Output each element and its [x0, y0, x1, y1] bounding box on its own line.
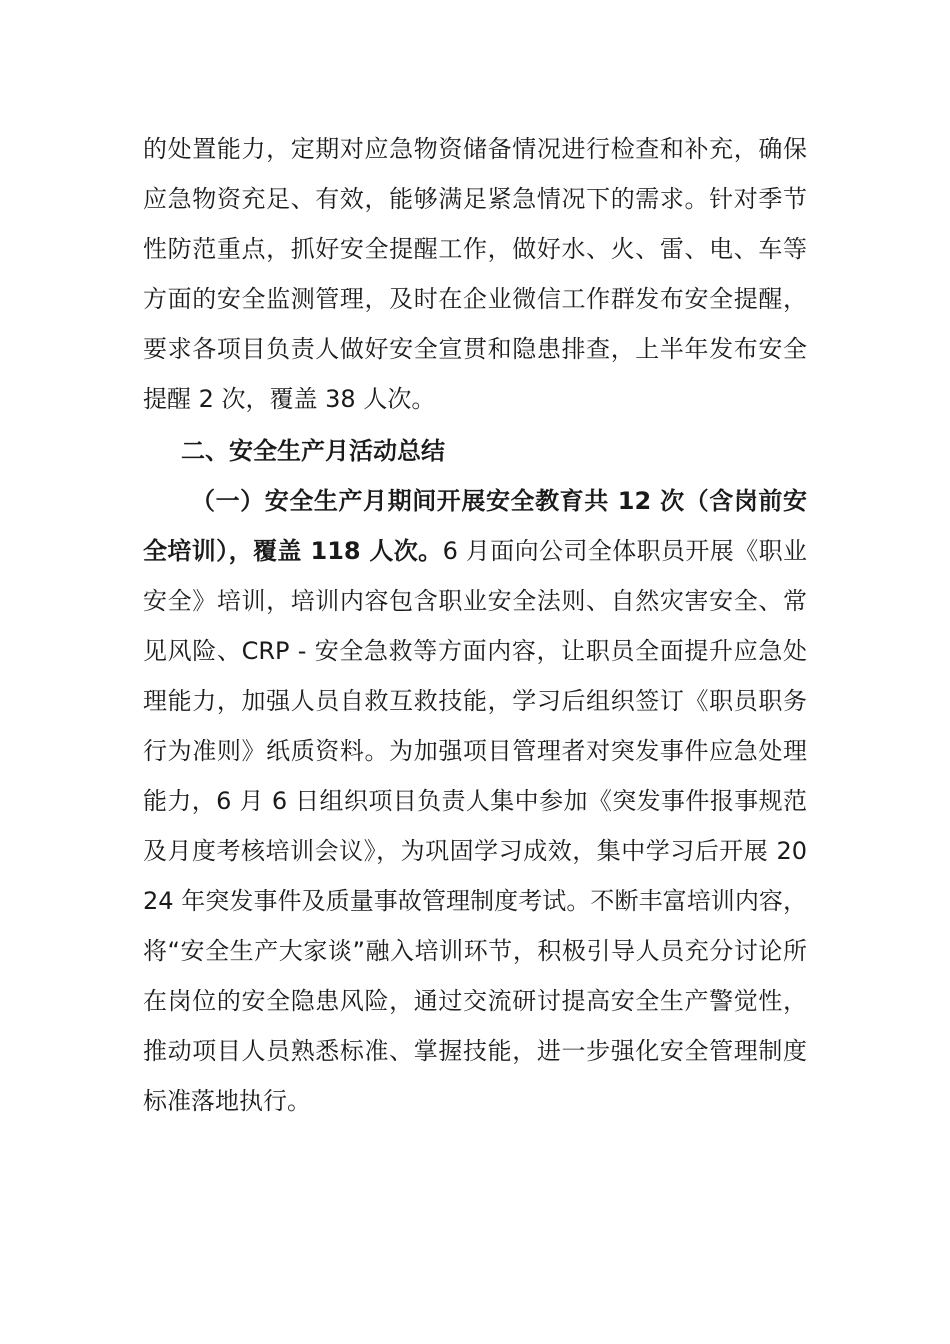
- subsection-bold-lead: （一）安全生产月期间开展安全教育共 12 次（含岗前安全培训），覆盖 118 人次。: [143, 487, 807, 565]
- section-heading: 二、安全生产月活动总结: [181, 437, 445, 465]
- document-body: [143, 124, 807, 1126]
- subsection-body-text: 6 月面向公司全体职员开展《职业安全》培训，培训内容包含职业安全法则、自然灾害安全、常见风险、CRP - 安全急救等方面内容，让职员全面提升应急处理能力，加强人员自救互救技能，学习后组织签订《职员职务行为准则》纸质资料。为加强项目管理者对突发事件应急处理能力，6 月 6 日组织项目负责人集中参加《突发事件报事规范及月度考核培训会议》，为巩固学习成效，集中学习后开展 2024 年突发事件及质量事故管理制度考试。不断丰富培训内容，将“安全生产大家谈”融入培训环节，积极引导人员充分讨论所在岗位的安全隐患风险，通过交流研讨提高安全生产警觉性，推动项目人员熟悉标准、掌握技能，进一步强化安全管理制度标准落地执行。: [143, 537, 807, 1115]
- subsection-paragraph: [143, 476, 807, 1126]
- paragraph-continuation: 的处置能力，定期对应急物资储备情况进行检查和补充，确保应急物资充足、有效，能够满足紧急情况下的需求。针对季节性防范重点，抓好安全提醒工作，做好水、火、雷、电、车等方面的安全监测管理，及时在企业微信工作群发布安全提醒，要求各项目负责人做好安全宣贯和隐患排查，上半年发布安全提醒 2 次，覆盖 38 人次。: [143, 135, 807, 413]
